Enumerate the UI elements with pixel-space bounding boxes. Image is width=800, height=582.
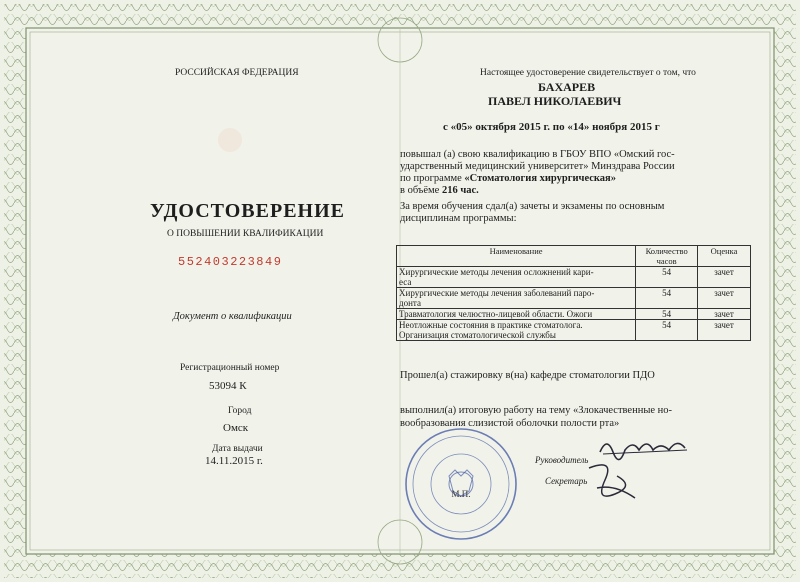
holder-name: ПАВЕЛ НИКОЛАЕВИЧ [488,94,622,108]
header-grade: Оценка [698,246,751,267]
discipline-line-1: Травматология челюстно-лицевой области. Ожоги [399,309,593,319]
discipline-line-1: Неотложные состояния в практике стоматолога. [399,320,583,330]
discipline-name [397,320,636,341]
exams-line-1: За время обучения сдал(а) зачеты и экзамены по основным [400,201,665,212]
discipline-hours: 54 [636,320,698,341]
discipline-line-2: еса [399,277,412,287]
discipline-grade: зачет [698,309,751,320]
head-label: Руководитель [535,455,589,465]
table-row [397,320,751,341]
issue-date-label: Дата выдачи [212,444,263,454]
reg-number-label: Регистрационный номер [180,363,280,373]
discipline-line-2: Организация стоматологической службы [399,330,556,340]
secretary-label: Секретарь [545,476,588,486]
discipline-line-1: Хирургические методы лечения осложнений кари- [399,267,594,277]
volume-prefix: в объёме [400,185,442,196]
official-stamp [402,425,520,543]
secretary-signature [575,458,645,508]
table-row [397,267,751,288]
header-name: Наименование [397,246,636,267]
intro-text: Настоящее удостоверение свидетельствует о том, что [480,68,696,78]
thesis-line-1: выполнил(а) итоговую работу на тему «Злокачественные но- [400,405,673,416]
issue-date-value: 14.11.2015 г. [205,455,263,467]
table-header-row [397,246,751,267]
qualification-line-1: повышал (а) свою квалификацию в ГБОУ ВПО «Омский гос- [400,149,675,160]
table-row [397,288,751,309]
qualification-line-2: ударственный медицинский университет» Минздрава России [400,161,675,172]
discipline-line-2: донта [399,298,421,308]
discipline-hours: 54 [636,267,698,288]
disciplines-table [396,245,751,341]
doc-subtitle: О ПОВЫШЕНИИ КВАЛИФИКАЦИИ [167,229,324,239]
doc-type: Документ о квалификации [173,311,292,322]
program-prefix: по программе [400,173,465,184]
internship-line: Прошел(а) стажировку в(на) кафедре стоматологии ПДО [400,370,655,381]
discipline-grade: зачет [698,267,751,288]
program-line [400,173,616,184]
discipline-hours: 54 [636,288,698,309]
discipline-name [397,267,636,288]
discipline-line-1: Хирургические методы лечения заболеваний паро- [399,288,595,298]
doc-title: УДОСТОВЕРЕНИЕ [150,200,345,222]
holder-surname: БАХАРЕВ [538,80,596,94]
city-value: Омск [223,422,249,434]
discipline-hours: 54 [636,309,698,320]
country-label: РОССИЙСКАЯ ФЕДЕРАЦИЯ [175,68,299,78]
thesis-line-2: вообразования слизистой оболочки полости рта» [400,418,620,429]
header-hours: Количество часов [636,246,698,267]
program-name: «Стоматология хирургическая» [464,173,616,184]
volume-hours: 216 час. [441,185,479,196]
exams-line-2: дисциплинам программы: [400,213,517,224]
stamp-label: М.П. [451,489,471,499]
table-row [397,309,751,320]
discipline-name [397,309,636,320]
city-label: Город [228,406,252,416]
discipline-grade: зачет [698,288,751,309]
study-period: с «05» октября 2015 г. по «14» ноября 2015 г [443,121,660,133]
volume-line [400,185,479,196]
reg-number-value: 53094 К [209,380,247,392]
discipline-grade: зачет [698,320,751,341]
discipline-name [397,288,636,309]
serial-number: 552403223849 [178,255,283,269]
